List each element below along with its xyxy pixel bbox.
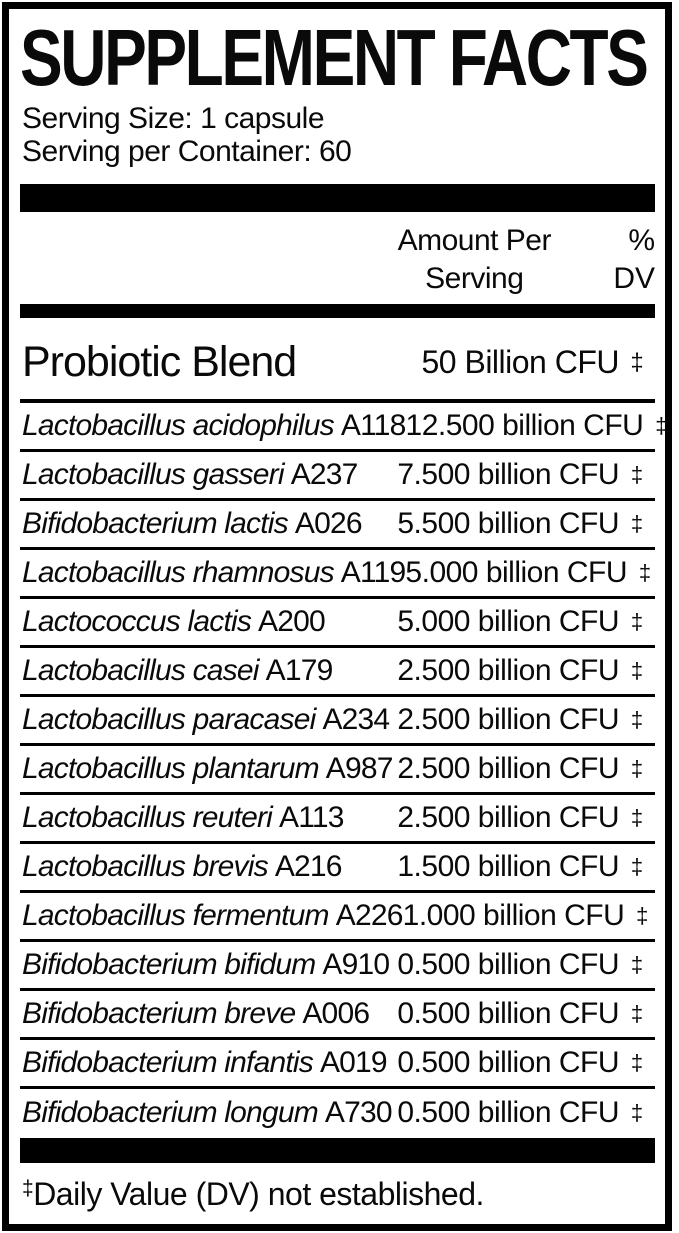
ingredient-species: Lactobacillus brevis [22, 850, 268, 883]
ingredient-amount: 2.500 billion CFU [397, 703, 619, 736]
ingredient-name [20, 1046, 397, 1080]
ingredient-name [20, 458, 397, 492]
panel-title-text: SUPPLEMENT FACTS [20, 13, 647, 102]
footnote-text: Daily Value (DV) not established. [33, 1176, 484, 1212]
ingredient-name [20, 1096, 397, 1130]
ingredient-dv-symbol: ‡ [655, 413, 668, 438]
ingredient-dv-symbol: ‡ [630, 609, 644, 634]
ingredient-amount: 7.500 billion CFU [397, 458, 619, 491]
divider-thick-bottom [20, 1138, 655, 1163]
amount-header-line1: Amount Per [397, 224, 551, 257]
serving-size: Serving Size: 1 capsule [22, 102, 325, 135]
ingredient-dv-symbol: ‡ [630, 756, 644, 781]
ingredient-name [20, 752, 397, 786]
ingredient-amount: 0.500 billion CFU [397, 948, 619, 981]
ingredient-amount: 5.000 billion CFU [397, 605, 619, 638]
ingredient-species: Bifidobacterium infantis [22, 1046, 313, 1079]
ingredient-name [20, 409, 406, 443]
ingredient-rows [20, 403, 668, 1136]
ingredient-row [20, 795, 655, 844]
column-header [20, 212, 655, 304]
ingredient-species: Lactococcus lactis [22, 605, 252, 638]
ingredient-amount: 0.500 billion CFU [397, 997, 619, 1030]
ingredient-strain: A234 [322, 703, 390, 736]
ingredient-row [20, 648, 655, 697]
ingredient-name [20, 997, 397, 1031]
ingredient-name [20, 801, 397, 835]
ingredient-species: Bifidobacterium longum [22, 1095, 318, 1129]
supplement-facts-panel [2, 2, 672, 1231]
panel-title [20, 13, 655, 102]
ingredient-row [20, 1040, 655, 1089]
amount-header-line2: Serving [425, 262, 524, 295]
blend-dv-symbol: ‡ [630, 348, 644, 376]
ingredient-amount: 2.500 billion CFU [397, 752, 619, 785]
ingredient-dv-symbol: ‡ [630, 1099, 644, 1125]
ingredient-dv-symbol: ‡ [630, 1050, 644, 1075]
ingredient-amount: 2.500 billion CFU [397, 801, 619, 834]
ingredient-dv-symbol: ‡ [630, 854, 644, 879]
ingredient-strain: A019 [319, 1046, 387, 1079]
ingredient-dv-symbol: ‡ [630, 805, 644, 830]
ingredient-name [20, 948, 397, 982]
ingredient-row [20, 991, 655, 1040]
ingredient-dv-symbol: ‡ [636, 903, 649, 928]
ingredient-name [20, 556, 405, 590]
ingredient-species: Lactobacillus rhamnosus [22, 556, 334, 589]
ingredient-name [20, 605, 397, 639]
ingredient-row [20, 942, 655, 991]
ingredient-strain: A226 [335, 899, 403, 932]
ingredient-strain: A200 [258, 605, 325, 638]
ingredient-species: Bifidobacterium lactis [22, 507, 288, 540]
divider-thick-top [20, 184, 655, 212]
footnote [20, 1176, 655, 1213]
ingredient-species: Lactobacillus casei [22, 654, 259, 687]
ingredient-row [20, 697, 655, 746]
ingredient-species: Lactobacillus acidophilus [22, 409, 334, 442]
ingredient-species: Bifidobacterium bifidum [22, 948, 316, 981]
ingredient-species: Bifidobacterium breve [22, 997, 296, 1030]
ingredient-row [20, 550, 655, 599]
ingredient-amount: 1.500 billion CFU [397, 850, 619, 883]
blend-amount: 50 Billion CFU [421, 344, 619, 380]
ingredient-row [20, 599, 655, 648]
percent-dv-header: % DV [613, 224, 655, 295]
ingredient-strain: A113 [279, 801, 344, 834]
ingredient-species: Lactobacillus gasseri [22, 458, 284, 491]
ingredient-dv-symbol: ‡ [630, 1001, 644, 1026]
ingredient-dv-symbol: ‡ [630, 952, 644, 977]
ingredient-strain: A006 [302, 997, 370, 1030]
ingredient-amount: 5.000 billion CFU [405, 556, 628, 589]
ingredient-amount: 1.000 billion CFU [402, 899, 625, 932]
probiotic-blend-row [20, 318, 655, 403]
divider-medium [20, 304, 655, 318]
ingredient-dv-symbol: ‡ [630, 462, 644, 487]
footnote-symbol: ‡ [22, 1177, 34, 1200]
ingredient-strain: A910 [322, 948, 390, 981]
amount-per-serving-header [398, 222, 551, 298]
ingredient-strain: A119 [340, 556, 406, 589]
ingredient-amount: 2.500 billion CFU [397, 654, 619, 687]
ingredient-amount: 0.500 billion CFU [397, 1046, 619, 1079]
ingredient-amount: 0.500 billion CFU [397, 1095, 619, 1129]
ingredient-dv-symbol: ‡ [638, 560, 652, 585]
ingredient-amount: 12.500 billion CFU [405, 409, 644, 442]
ingredient-row [20, 844, 655, 893]
ingredient-dv-symbol: ‡ [630, 707, 644, 732]
ingredient-dv-symbol: ‡ [630, 658, 644, 683]
ingredient-strain: A987 [325, 752, 393, 785]
blend-name: Probiotic Blend [22, 338, 297, 386]
ingredient-name [20, 654, 397, 688]
ingredient-strain: A179 [265, 654, 333, 687]
ingredient-species: Lactobacillus plantarum [22, 752, 319, 785]
ingredient-row [20, 403, 668, 452]
servings-per-container: Serving per Container: 60 [22, 135, 352, 168]
ingredient-strain: A118 [340, 409, 406, 442]
ingredient-name [20, 703, 397, 737]
ingredient-strain: A237 [290, 458, 358, 491]
ingredient-row [20, 501, 655, 550]
ingredient-name [20, 850, 397, 884]
ingredient-amount: 5.500 billion CFU [397, 507, 619, 540]
ingredient-name [20, 507, 397, 541]
ingredient-strain: A026 [294, 507, 362, 540]
ingredient-strain: A730 [324, 1095, 392, 1129]
ingredient-row [20, 1089, 655, 1136]
ingredient-row [20, 746, 655, 795]
ingredient-row [20, 893, 655, 942]
ingredient-species: Lactobacillus paracasei [22, 703, 316, 736]
ingredient-dv-symbol: ‡ [630, 511, 644, 536]
ingredient-strain: A216 [274, 850, 342, 883]
ingredient-species: Lactobacillus reuteri [22, 801, 273, 834]
ingredient-name [20, 899, 403, 933]
ingredient-species: Lactobacillus fermentum [22, 899, 329, 932]
ingredient-row [20, 452, 655, 501]
